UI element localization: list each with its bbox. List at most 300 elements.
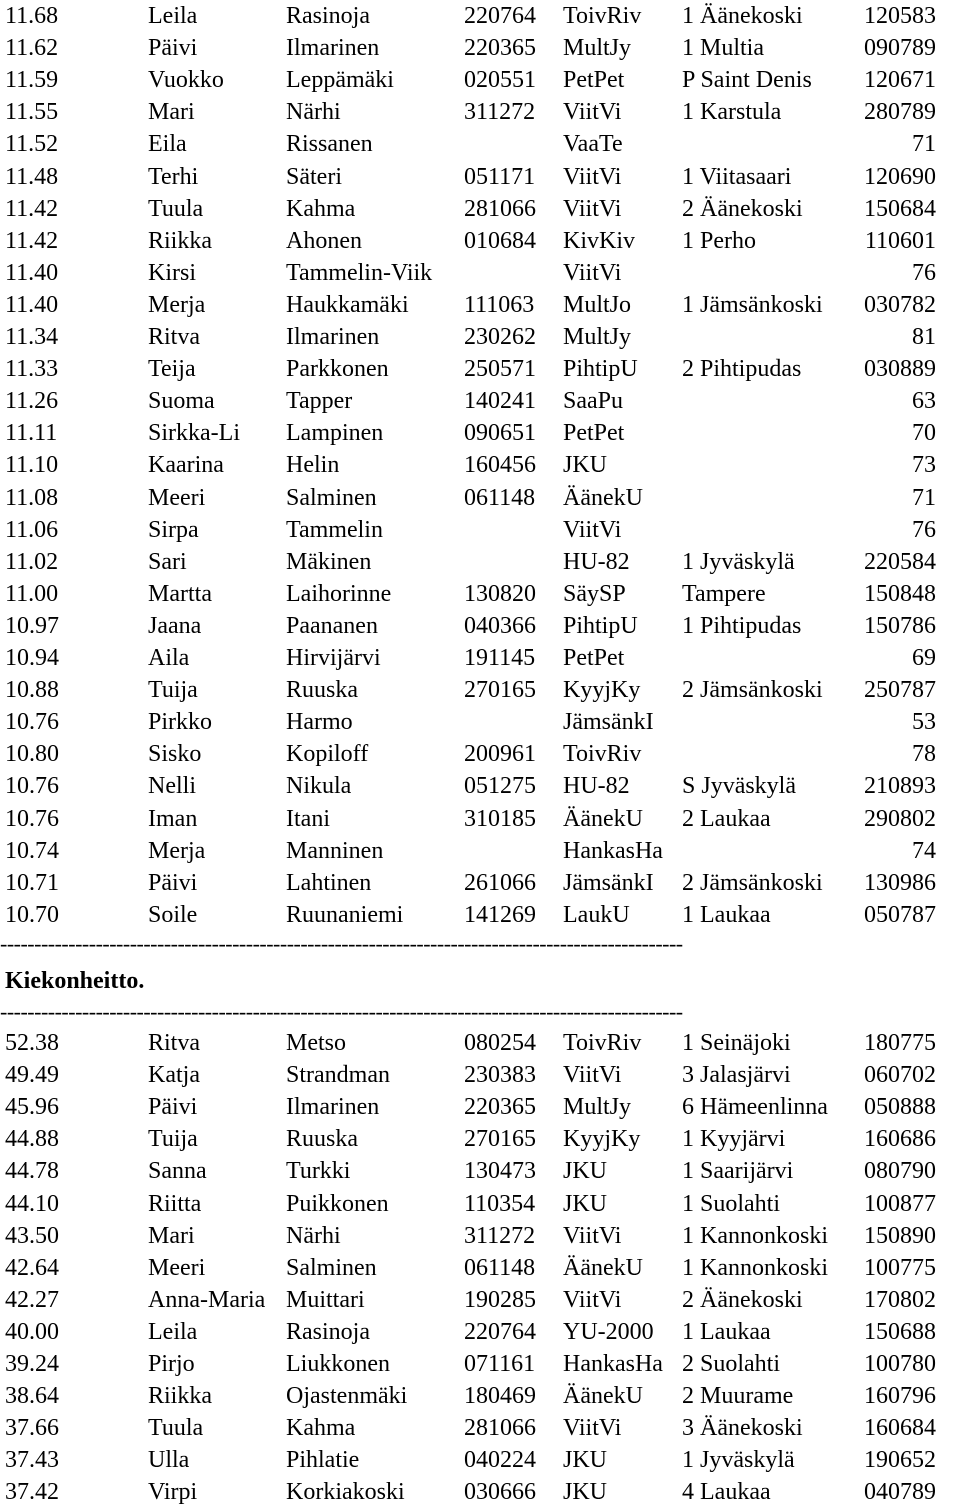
first-name-cell: Ritva: [148, 324, 200, 350]
first-name-cell: Vuokko: [148, 67, 224, 94]
birthdate-cell: 270165: [464, 677, 536, 704]
last-name-cell: Närhi: [286, 99, 341, 126]
birthdate-cell: 281066: [464, 195, 536, 222]
club-cell: KivKiv: [563, 227, 635, 254]
placing-location-cell: 1 Saarijärvi: [682, 1158, 794, 1185]
result-cell: 37.66: [5, 1415, 59, 1442]
result-row: [0, 1123, 960, 1155]
birthdate-cell: 261066: [464, 869, 536, 896]
club-cell: LaukU: [563, 901, 630, 928]
first-name-cell: Sisko: [148, 741, 202, 768]
club-cell: HankasHa: [563, 837, 663, 864]
placing-location-cell: 2 Jämsänkoski: [682, 869, 823, 896]
date-cell: 120671: [864, 67, 936, 94]
club-cell: PetPet: [563, 67, 625, 94]
placing-location-cell: 1 Pihtipudas: [682, 612, 802, 639]
birthdate-cell: 090651: [464, 420, 536, 447]
date-cell: 060702: [864, 1062, 936, 1089]
last-name-cell: Itani: [286, 805, 330, 832]
club-cell: KyyjKy: [563, 677, 641, 704]
birthdate-cell: 061148: [464, 484, 536, 511]
last-name-cell: Harmo: [286, 709, 353, 736]
club-cell: JKU: [563, 1190, 608, 1217]
first-name-cell: Kaarina: [148, 452, 224, 479]
result-cell: 11.55: [5, 99, 59, 126]
first-name-cell: Pirjo: [148, 1351, 195, 1377]
result-cell: 40.00: [5, 1318, 59, 1345]
club-cell: ViitVi: [563, 1415, 622, 1442]
result-row: [0, 706, 960, 738]
date-cell: 080790: [864, 1158, 936, 1185]
result-cell: 11.00: [5, 580, 59, 607]
result-cell: 10.71: [5, 869, 59, 896]
last-name-cell: Tammelin: [286, 516, 383, 543]
first-name-cell: Leila: [148, 3, 198, 29]
placing-location-cell: 1 Kyyjärvi: [682, 1126, 786, 1153]
placing-location-cell: 2 Pihtipudas: [682, 356, 802, 383]
result-row: [0, 738, 960, 770]
result-cell: 11.48: [5, 163, 59, 190]
result-row: [0, 193, 960, 225]
placing-location-cell: P Saint Denis: [682, 67, 812, 94]
date-cell: 050787: [864, 901, 936, 928]
birthdate-cell: 200961: [464, 741, 536, 768]
result-cell: 11.40: [5, 291, 59, 318]
first-name-cell: Iman: [148, 805, 198, 832]
last-name-cell: Rasinoja: [286, 3, 370, 29]
result-cell: 11.26: [5, 388, 59, 415]
birthdate-cell: 141269: [464, 901, 536, 928]
result-row: [0, 385, 960, 417]
birthdate-cell: 140241: [464, 388, 536, 415]
date-cell: 71: [912, 484, 936, 511]
date-cell: 100775: [864, 1254, 936, 1281]
result-cell: 11.33: [5, 356, 59, 383]
birthdate-cell: 310185: [464, 805, 536, 832]
last-name-cell: Muittari: [286, 1286, 365, 1313]
result-cell: 10.97: [5, 612, 59, 639]
result-row: [0, 289, 960, 321]
club-cell: JKU: [563, 452, 608, 479]
result-cell: 52.38: [5, 1030, 59, 1056]
club-cell: JämsänkI: [563, 869, 654, 896]
result-row: [0, 1444, 960, 1476]
birthdate-cell: 051275: [464, 773, 536, 800]
first-name-cell: Merja: [148, 837, 206, 864]
placing-location-cell: 2 Laukaa: [682, 805, 771, 832]
result-row: [0, 1155, 960, 1187]
result-row: [0, 321, 960, 353]
club-cell: ViitVi: [563, 516, 622, 543]
result-row: [0, 610, 960, 642]
club-cell: VaaTe: [563, 131, 623, 158]
placing-location-cell: 1 Jyväskylä: [682, 548, 795, 575]
first-name-cell: Martta: [148, 580, 212, 607]
last-name-cell: Ruunaniemi: [286, 901, 404, 928]
last-name-cell: Tapper: [286, 388, 353, 415]
last-name-cell: Ruuska: [286, 1126, 358, 1153]
placing-location-cell: 2 Suolahti: [682, 1351, 781, 1377]
first-name-cell: Aila: [148, 645, 190, 671]
result-row: [0, 257, 960, 289]
birthdate-cell: 230383: [464, 1062, 536, 1089]
first-name-cell: Mari: [148, 1222, 195, 1249]
birthdate-cell: 190285: [464, 1286, 536, 1313]
placing-location-cell: Tampere: [682, 580, 766, 607]
birthdate-cell: 061148: [464, 1254, 536, 1281]
result-cell: 44.88: [5, 1126, 59, 1153]
first-name-cell: Katja: [148, 1062, 200, 1089]
last-name-cell: Ojastenmäki: [286, 1383, 408, 1410]
date-cell: 210893: [864, 773, 936, 800]
result-cell: 10.94: [5, 645, 59, 671]
result-cell: 11.42: [5, 227, 59, 254]
birthdate-cell: 270165: [464, 1126, 536, 1153]
birthdate-cell: 051171: [464, 163, 536, 190]
date-cell: 63: [912, 388, 936, 415]
date-cell: 280789: [864, 99, 936, 126]
date-cell: 100780: [864, 1351, 936, 1377]
first-name-cell: Suoma: [148, 388, 215, 415]
result-cell: 10.76: [5, 773, 59, 800]
birthdate-cell: 250571: [464, 356, 536, 383]
placing-location-cell: 2 Äänekoski: [682, 1286, 803, 1313]
first-name-cell: Pirkko: [148, 709, 213, 736]
result-cell: 37.42: [5, 1479, 59, 1506]
first-name-cell: Sari: [148, 548, 187, 575]
first-name-cell: Tuula: [148, 195, 204, 222]
club-cell: MultJy: [563, 324, 632, 350]
birthdate-cell: 281066: [464, 1415, 536, 1442]
birthdate-cell: 030666: [464, 1479, 536, 1506]
last-name-cell: Tammelin-Viik: [286, 259, 433, 286]
result-row: [0, 128, 960, 160]
result-cell: 11.08: [5, 484, 59, 511]
first-name-cell: Sanna: [148, 1158, 207, 1185]
result-row: [0, 835, 960, 867]
first-name-cell: Tuija: [148, 677, 198, 704]
result-cell: 10.74: [5, 837, 59, 864]
last-name-cell: Nikula: [286, 773, 352, 800]
placing-location-cell: 1 Suolahti: [682, 1190, 781, 1217]
result-row: [0, 770, 960, 802]
result-row: [0, 449, 960, 481]
date-cell: 78: [912, 741, 936, 768]
first-name-cell: Tuija: [148, 1126, 198, 1153]
last-name-cell: Parkkonen: [286, 356, 389, 383]
club-cell: ÄänekU: [563, 484, 643, 511]
placing-location-cell: 3 Äänekoski: [682, 1415, 803, 1442]
result-cell: 11.06: [5, 516, 59, 543]
result-row: [0, 1188, 960, 1220]
birthdate-cell: 040224: [464, 1447, 536, 1474]
date-cell: 090789: [864, 35, 936, 62]
result-row: [0, 867, 960, 899]
result-row: [0, 353, 960, 385]
result-cell: 10.76: [5, 805, 59, 832]
last-name-cell: Kahma: [286, 195, 356, 222]
club-cell: MultJy: [563, 35, 632, 62]
placing-location-cell: 1 Perho: [682, 227, 756, 254]
result-row: [0, 1059, 960, 1091]
date-cell: 110601: [864, 227, 936, 254]
club-cell: PihtipU: [563, 612, 638, 639]
birthdate-cell: 220365: [464, 35, 536, 62]
club-cell: MultJo: [563, 291, 632, 318]
first-name-cell: Päivi: [148, 35, 198, 62]
date-cell: 120583: [864, 3, 936, 29]
date-cell: 150684: [864, 195, 936, 222]
date-cell: 030889: [864, 356, 936, 383]
last-name-cell: Metso: [286, 1030, 346, 1056]
first-name-cell: Kirsi: [148, 259, 196, 286]
club-cell: ViitVi: [563, 259, 622, 286]
placing-location-cell: 1 Laukaa: [682, 901, 771, 928]
birthdate-cell: 220764: [464, 3, 536, 29]
club-cell: ÄänekU: [563, 805, 643, 832]
last-name-cell: Lampinen: [286, 420, 384, 447]
first-name-cell: Riitta: [148, 1190, 202, 1217]
placing-location-cell: 1 Kannonkoski: [682, 1254, 828, 1281]
result-cell: 37.43: [5, 1447, 59, 1474]
date-cell: 160684: [864, 1415, 936, 1442]
last-name-cell: Ahonen: [286, 227, 362, 254]
last-name-cell: Kopiloff: [286, 741, 369, 768]
result-cell: 11.68: [5, 3, 59, 29]
last-name-cell: Korkiakoski: [286, 1479, 405, 1506]
date-cell: 220584: [864, 548, 936, 575]
result-row: [0, 1220, 960, 1252]
date-cell: 250787: [864, 677, 936, 704]
date-cell: 70: [912, 420, 936, 447]
birthdate-cell: 020551: [464, 67, 536, 94]
result-cell: 38.64: [5, 1383, 59, 1410]
result-cell: 11.62: [5, 35, 59, 62]
placing-location-cell: S Jyväskylä: [682, 773, 796, 800]
date-cell: 69: [912, 645, 936, 671]
first-name-cell: Tuula: [148, 1415, 204, 1442]
last-name-cell: Manninen: [286, 837, 384, 864]
club-cell: HU-82: [563, 548, 630, 575]
last-name-cell: Ilmarinen: [286, 35, 380, 62]
section-heading: Kiekonheitto.: [5, 968, 145, 994]
date-cell: 76: [912, 516, 936, 543]
separator-line: ----------------------------------------------------------------------------------------------------: [0, 934, 683, 954]
result-cell: 49.49: [5, 1062, 59, 1089]
last-name-cell: Liukkonen: [286, 1351, 390, 1377]
birthdate-cell: 080254: [464, 1030, 536, 1056]
first-name-cell: Sirkka-Li: [148, 420, 240, 447]
placing-location-cell: 4 Laukaa: [682, 1479, 771, 1506]
birthdate-cell: 160456: [464, 452, 536, 479]
club-cell: SaaPu: [563, 388, 623, 415]
last-name-cell: Säteri: [286, 163, 342, 190]
result-cell: 44.78: [5, 1158, 59, 1185]
date-cell: 81: [912, 324, 936, 350]
club-cell: ViitVi: [563, 99, 622, 126]
last-name-cell: Kahma: [286, 1415, 356, 1442]
club-cell: PihtipU: [563, 356, 638, 383]
last-name-cell: Salminen: [286, 1254, 377, 1281]
first-name-cell: Sirpa: [148, 516, 199, 543]
last-name-cell: Ilmarinen: [286, 324, 380, 350]
result-row: [0, 899, 960, 931]
placing-location-cell: 1 Jyväskylä: [682, 1447, 795, 1474]
date-cell: 100877: [864, 1190, 936, 1217]
last-name-cell: Puikkonen: [286, 1190, 389, 1217]
placing-location-cell: 6 Hämeenlinna: [682, 1094, 828, 1121]
result-cell: 45.96: [5, 1094, 59, 1121]
result-row: [0, 64, 960, 96]
placing-location-cell: 3 Jalasjärvi: [682, 1062, 791, 1089]
club-cell: JKU: [563, 1479, 608, 1506]
result-row: [0, 546, 960, 578]
club-cell: ToivRiv: [563, 741, 642, 768]
birthdate-cell: 180469: [464, 1383, 536, 1410]
result-row: [0, 674, 960, 706]
result-row: [0, 0, 960, 32]
first-name-cell: Riikka: [148, 227, 212, 254]
last-name-cell: Lahtinen: [286, 869, 372, 896]
date-cell: 73: [912, 452, 936, 479]
birthdate-cell: 111063: [464, 291, 535, 318]
result-row: [0, 642, 960, 674]
placing-location-cell: 1 Seinäjoki: [682, 1030, 791, 1056]
first-name-cell: Mari: [148, 99, 195, 126]
club-cell: KyyjKy: [563, 1126, 641, 1153]
result-row: [0, 225, 960, 257]
first-name-cell: Nelli: [148, 773, 196, 800]
first-name-cell: Leila: [148, 1318, 198, 1345]
birthdate-cell: 220365: [464, 1094, 536, 1121]
first-name-cell: Eila: [148, 131, 187, 158]
result-cell: 42.27: [5, 1286, 59, 1313]
date-cell: 180775: [864, 1030, 936, 1056]
first-name-cell: Päivi: [148, 869, 198, 896]
last-name-cell: Haukkamäki: [286, 291, 409, 318]
date-cell: 74: [912, 837, 936, 864]
club-cell: ToivRiv: [563, 1030, 642, 1056]
date-cell: 150688: [864, 1318, 936, 1345]
birthdate-cell: 130473: [464, 1158, 536, 1185]
result-row: [0, 578, 960, 610]
placing-location-cell: 1 Laukaa: [682, 1318, 771, 1345]
result-cell: 11.11: [5, 420, 58, 447]
first-name-cell: Jaana: [148, 612, 202, 639]
club-cell: JKU: [563, 1447, 608, 1474]
result-cell: 11.10: [5, 452, 59, 479]
last-name-cell: Paananen: [286, 612, 378, 639]
first-name-cell: Terhi: [148, 163, 199, 190]
club-cell: PetPet: [563, 420, 625, 447]
placing-location-cell: 2 Muurame: [682, 1383, 794, 1410]
date-cell: 190652: [864, 1447, 936, 1474]
last-name-cell: Hirvijärvi: [286, 645, 381, 671]
birthdate-cell: 311272: [464, 1222, 536, 1249]
date-cell: 030782: [864, 291, 936, 318]
date-cell: 290802: [864, 805, 936, 832]
birthdate-cell: 110354: [464, 1190, 536, 1217]
result-cell: 10.80: [5, 741, 59, 768]
club-cell: ÄänekU: [563, 1383, 643, 1410]
club-cell: ViitVi: [563, 195, 622, 222]
club-cell: ViitVi: [563, 1222, 622, 1249]
result-row: [0, 1412, 960, 1444]
result-cell: 11.42: [5, 195, 59, 222]
result-cell: 10.88: [5, 677, 59, 704]
result-row: [0, 1316, 960, 1348]
last-name-cell: Närhi: [286, 1222, 341, 1249]
last-name-cell: Rasinoja: [286, 1318, 370, 1345]
club-cell: YU-2000: [563, 1318, 654, 1345]
result-row: [0, 1091, 960, 1123]
last-name-cell: Strandman: [286, 1062, 390, 1089]
result-row: [0, 514, 960, 546]
result-row: [0, 1348, 960, 1380]
result-cell: 11.02: [5, 548, 59, 575]
date-cell: 170802: [864, 1286, 936, 1313]
placing-location-cell: 1 Karstula: [682, 99, 782, 126]
result-cell: 11.40: [5, 259, 59, 286]
last-name-cell: Salminen: [286, 484, 377, 511]
result-row: [0, 417, 960, 449]
result-row: [0, 482, 960, 514]
first-name-cell: Ritva: [148, 1030, 200, 1056]
date-cell: 040789: [864, 1479, 936, 1506]
date-cell: 76: [912, 259, 936, 286]
birthdate-cell: 010684: [464, 227, 536, 254]
last-name-cell: Laihorinne: [286, 580, 392, 607]
separator-line: ----------------------------------------------------------------------------------------------------: [0, 1002, 683, 1022]
first-name-cell: Virpi: [148, 1479, 198, 1506]
club-cell: HankasHa: [563, 1351, 663, 1377]
placing-location-cell: 1 Äänekoski: [682, 3, 803, 29]
result-cell: 11.34: [5, 324, 59, 350]
date-cell: 050888: [864, 1094, 936, 1121]
birthdate-cell: 191145: [464, 645, 536, 671]
placing-location-cell: 1 Jämsänkoski: [682, 291, 823, 318]
first-name-cell: Ulla: [148, 1447, 190, 1474]
placing-location-cell: 2 Äänekoski: [682, 195, 803, 222]
result-cell: 10.76: [5, 709, 59, 736]
last-name-cell: Ilmarinen: [286, 1094, 380, 1121]
first-name-cell: Päivi: [148, 1094, 198, 1121]
date-cell: 120690: [864, 163, 936, 190]
result-row: [0, 1380, 960, 1412]
result-row: [0, 96, 960, 128]
club-cell: HU-82: [563, 773, 630, 800]
last-name-cell: Rissanen: [286, 131, 373, 158]
placing-location-cell: 1 Kannonkoski: [682, 1222, 828, 1249]
club-cell: ViitVi: [563, 1286, 622, 1313]
last-name-cell: Mäkinen: [286, 548, 372, 575]
result-row: [0, 1027, 960, 1059]
club-cell: PetPet: [563, 645, 625, 671]
date-cell: 160686: [864, 1126, 936, 1153]
result-cell: 42.64: [5, 1254, 59, 1281]
last-name-cell: Turkki: [286, 1158, 351, 1185]
first-name-cell: Riikka: [148, 1383, 212, 1410]
club-cell: ViitVi: [563, 163, 622, 190]
first-name-cell: Meeri: [148, 1254, 206, 1281]
result-cell: 11.59: [5, 67, 59, 94]
result-cell: 11.52: [5, 131, 59, 158]
birthdate-cell: 311272: [464, 99, 536, 126]
birthdate-cell: 230262: [464, 324, 536, 350]
birthdate-cell: 071161: [464, 1351, 536, 1377]
date-cell: 150890: [864, 1222, 936, 1249]
club-cell: JKU: [563, 1158, 608, 1185]
